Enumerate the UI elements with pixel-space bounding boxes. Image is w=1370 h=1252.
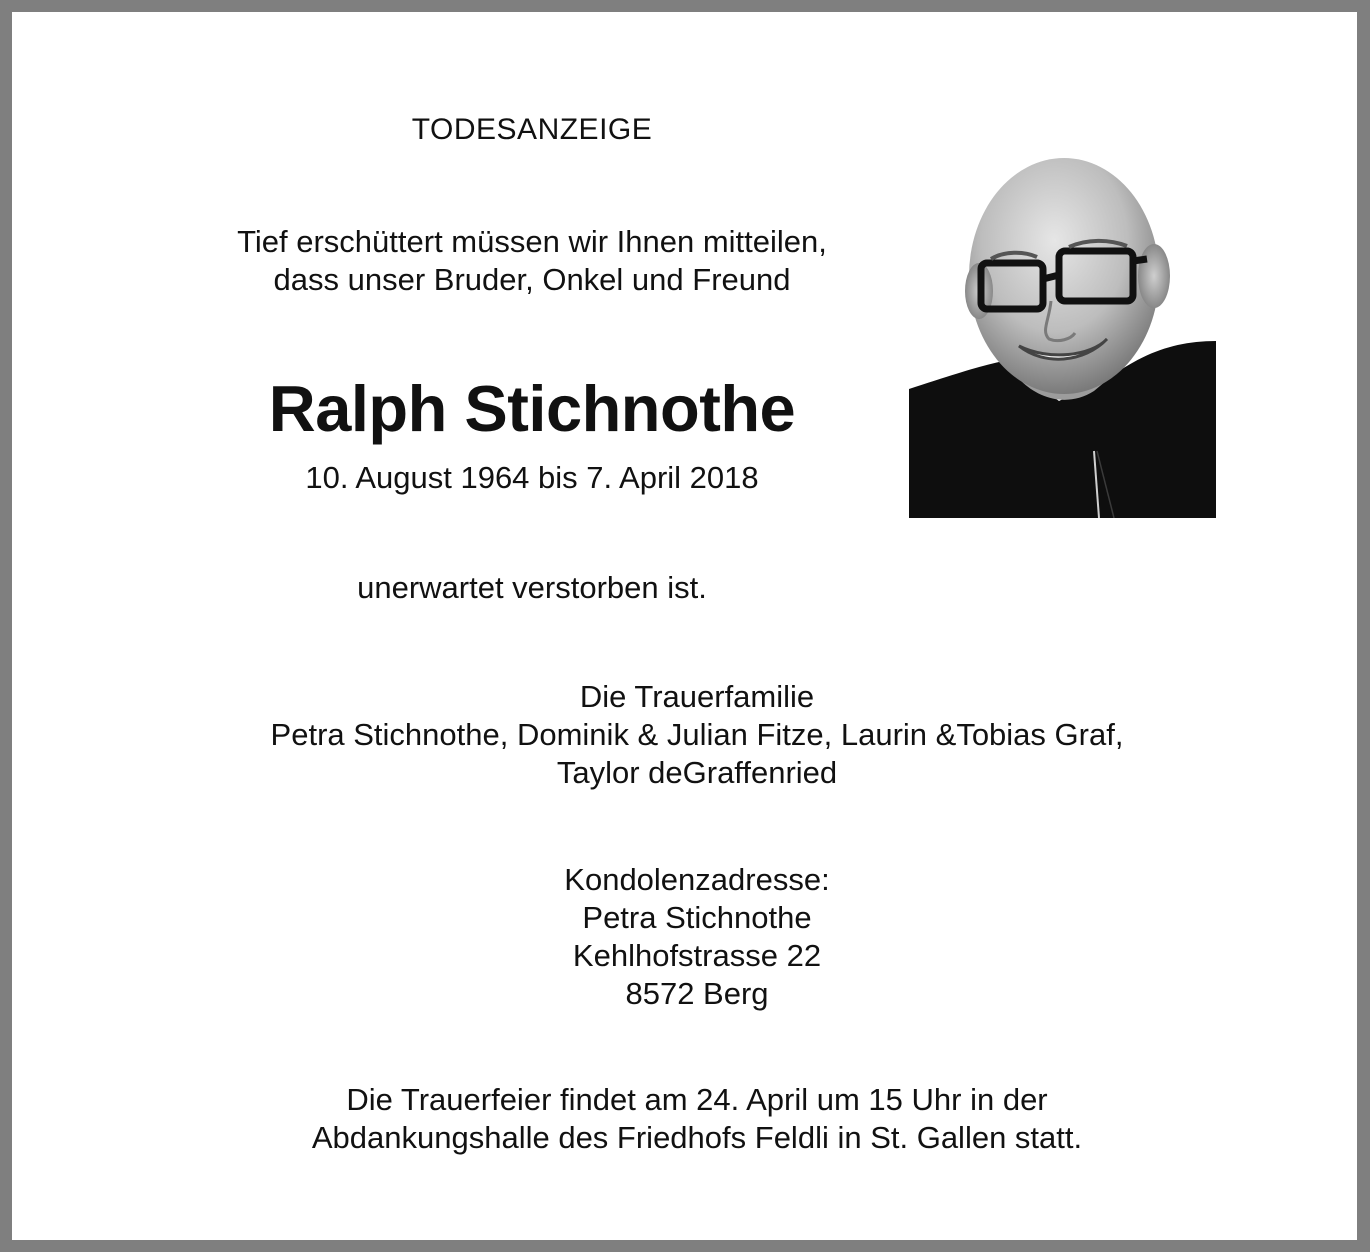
portrait-photo xyxy=(909,151,1216,518)
intro-text xyxy=(132,223,932,299)
life-dates: 10. August 1964 bis 7. April 2018 xyxy=(305,460,759,495)
deceased-name: Ralph Stichnothe xyxy=(268,372,796,445)
condolence-address xyxy=(397,861,997,1013)
ceremony-info xyxy=(112,1081,1282,1157)
address-city: 8572 Berg xyxy=(625,976,769,1011)
closing-text: unerwartet verstorben ist. xyxy=(357,570,707,605)
family-members-line-1: Petra Stichnothe, Dominik & Julian Fitze, Laurin &Tobias Graf, xyxy=(270,717,1124,752)
family-title: Die Trauerfamilie xyxy=(579,679,815,714)
address-street: Kehlhofstrasse 22 xyxy=(572,938,822,973)
intro-line-1: Tief erschüttert müssen wir Ihnen mitteilen, xyxy=(237,224,827,259)
ceremony-line-2: Abdankungshalle des Friedhofs Feldli in St. Gallen statt. xyxy=(311,1120,1083,1155)
ceremony-line-1: Die Trauerfeier findet am 24. April um 15 Uhr in der xyxy=(346,1082,1048,1117)
address-name: Petra Stichnothe xyxy=(582,900,812,935)
intro-line-2: dass unser Bruder, Onkel und Freund xyxy=(273,262,791,297)
family-block xyxy=(112,678,1282,792)
address-label: Kondolenzadresse: xyxy=(564,862,830,897)
notice-heading: TODESANZEIGE xyxy=(411,113,653,146)
family-members-line-2: Taylor deGraffenried xyxy=(556,755,838,790)
portrait-illustration xyxy=(909,151,1216,518)
